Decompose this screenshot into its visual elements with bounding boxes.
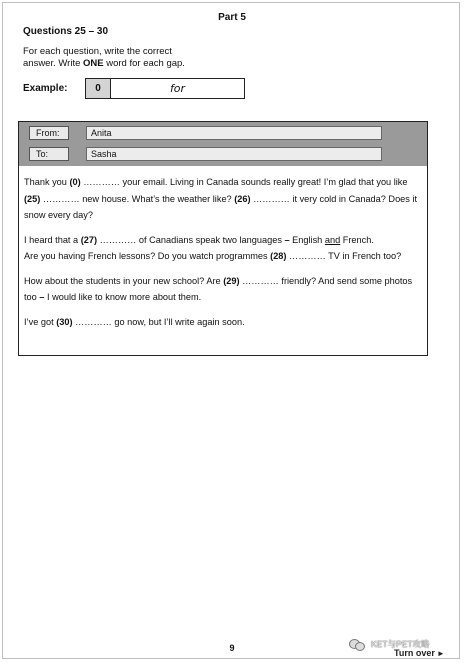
email-paragraph-2 xyxy=(24,232,423,265)
instructions-line1: For each question, write the correct xyxy=(23,46,172,57)
text: I’ve got xyxy=(24,316,57,327)
email-paragraph-4 xyxy=(24,314,423,331)
instructions-line2-post: word for each gap. xyxy=(103,58,185,69)
text: ………… TV in French too? xyxy=(286,251,402,261)
wechat-icon xyxy=(349,638,365,650)
part-title: Part 5 xyxy=(218,12,246,23)
to-row xyxy=(19,147,427,163)
text: ………… go now, but I’ll write again soon. xyxy=(72,316,245,327)
gap-number-29: (29) xyxy=(223,275,240,286)
dash: – xyxy=(284,234,290,245)
watermark-text: KET与PET攻略 xyxy=(371,639,430,649)
turn-over xyxy=(394,648,445,658)
text: ………… new house. What’s the weather like? xyxy=(40,193,235,204)
text: ………… friendly? And send some photos too xyxy=(24,275,413,302)
arrow-right-icon: ► xyxy=(436,649,445,658)
text: ………… of Canadians speak two languages xyxy=(97,234,285,245)
turn-over-label: Turn over xyxy=(394,648,435,658)
to-field: Sasha xyxy=(86,147,382,161)
to-label: To: xyxy=(29,147,69,161)
underlined-and: and xyxy=(324,234,341,245)
text: ………… your email. Living in Canada sounds really great! I’m glad that you like xyxy=(80,177,408,187)
example-answer: for xyxy=(169,82,186,95)
text: English xyxy=(289,234,325,245)
text: ………… it very cold in Canada? Does it snow every day? xyxy=(24,193,418,220)
from-row xyxy=(19,126,427,142)
gap-number-25: (25) xyxy=(24,193,41,204)
email-panel xyxy=(18,121,428,356)
text: French. xyxy=(340,234,374,245)
text: I would like to know more about them. xyxy=(44,292,202,302)
example-number: 0 xyxy=(86,79,111,98)
gap-number-0: (0) xyxy=(69,177,81,187)
from-field: Anita xyxy=(86,126,382,140)
instructions-one: ONE xyxy=(83,58,104,69)
page-number: 9 xyxy=(229,643,235,653)
from-label: From: xyxy=(29,126,69,140)
dash: – xyxy=(39,292,45,302)
gap-number-27: (27) xyxy=(80,234,98,245)
instructions-line2-pre: answer. Write xyxy=(23,58,84,69)
questions-range: Questions 25 – 30 xyxy=(23,26,109,37)
text: I heard that a xyxy=(24,234,81,245)
email-header xyxy=(19,122,427,166)
email-paragraph-1 xyxy=(24,174,423,224)
instructions xyxy=(23,46,223,70)
text: Are you having French lessons? Do you watch programmes xyxy=(24,251,271,261)
text: How about the students in your new school? Are xyxy=(24,275,224,286)
email-body xyxy=(19,166,427,330)
gap-number-26: (26) xyxy=(234,193,251,204)
example-label: Example: xyxy=(23,83,68,94)
email-paragraph-3 xyxy=(24,273,423,306)
text: Thank you xyxy=(24,177,70,187)
gap-number-28: (28) xyxy=(270,251,287,261)
gap-number-30: (30) xyxy=(56,316,73,327)
example-box xyxy=(85,78,245,99)
